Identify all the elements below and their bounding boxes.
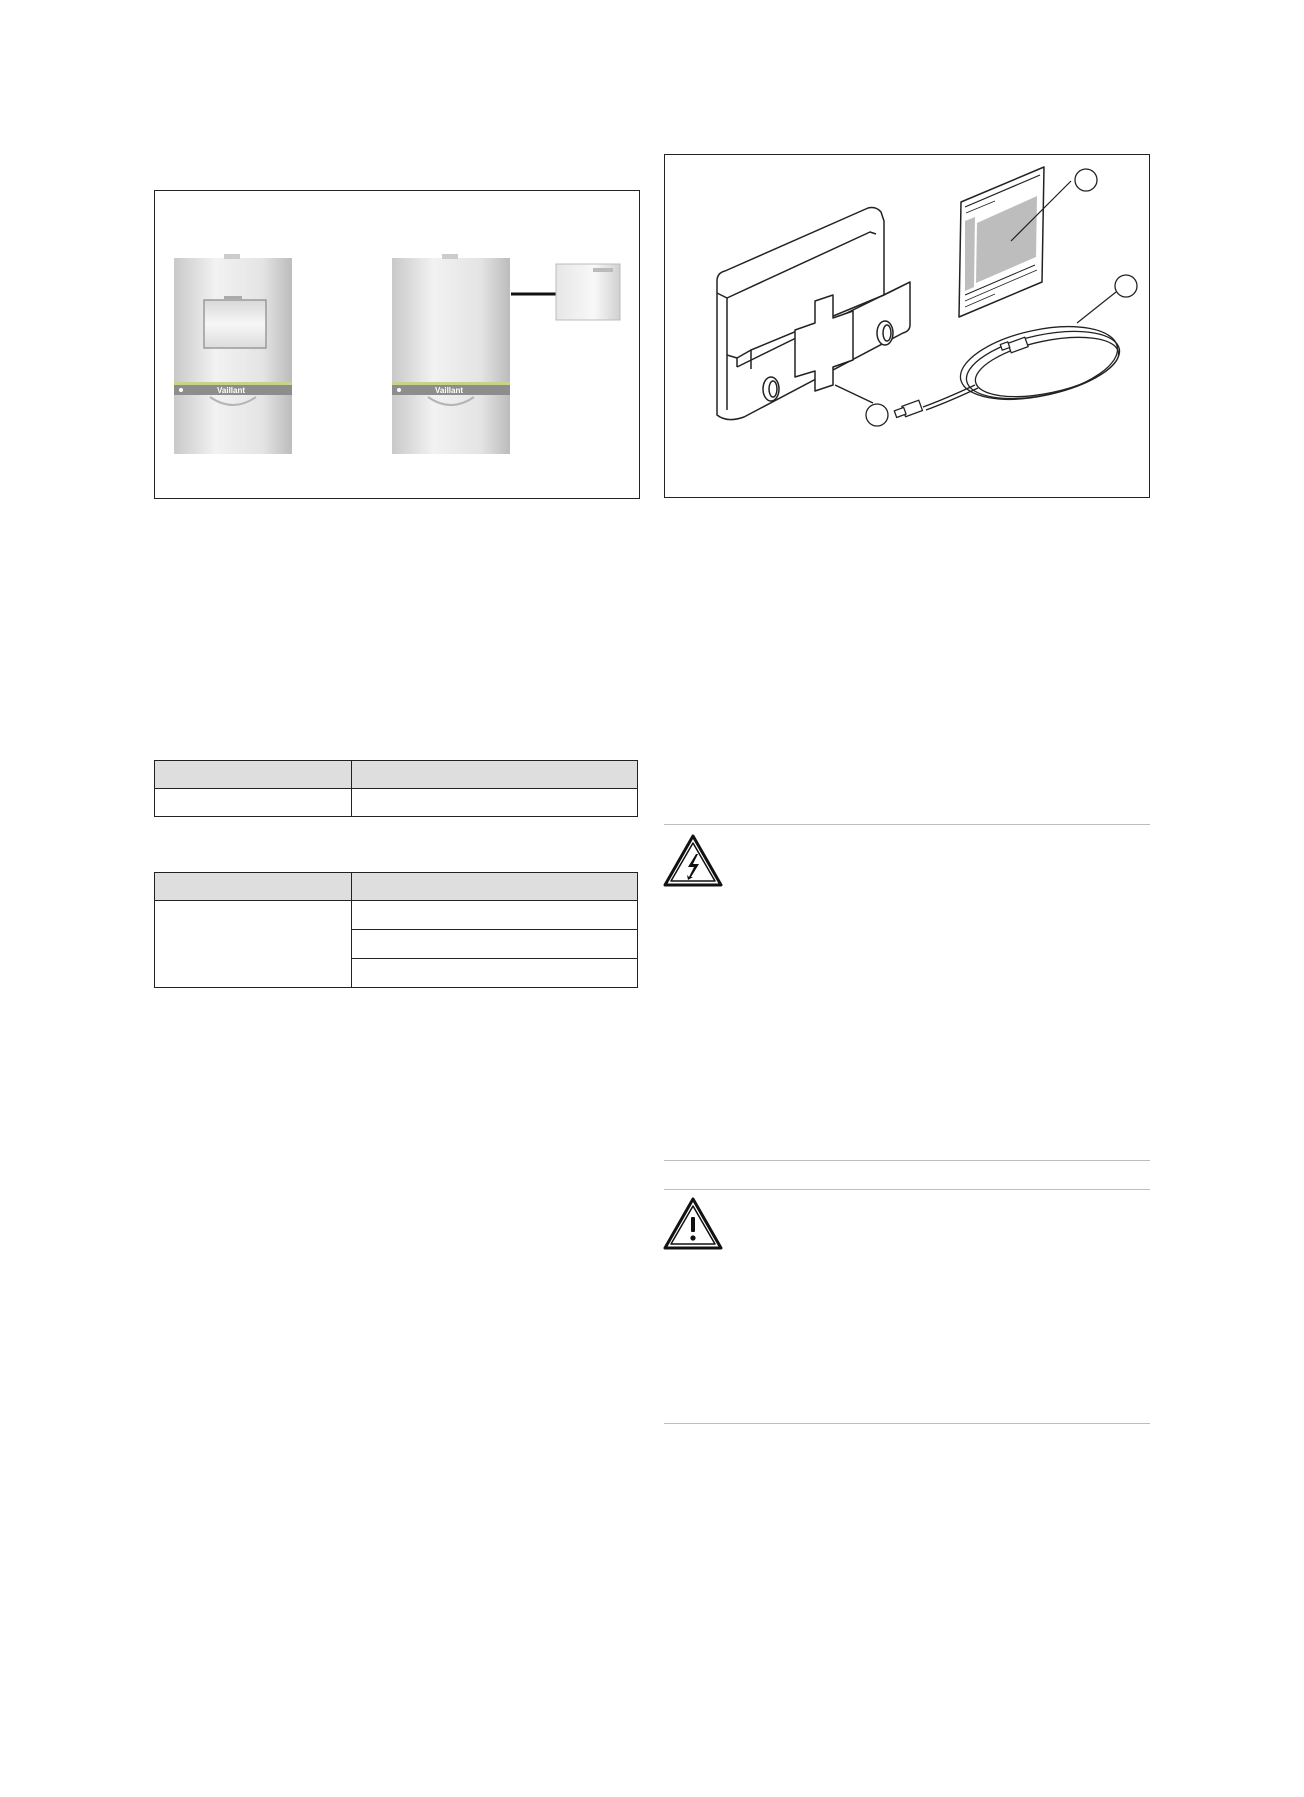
- caution-notice-top-rule: [664, 1189, 1150, 1190]
- table-cell: [352, 959, 638, 988]
- table-row: [155, 789, 638, 817]
- instruction-sheet: [959, 167, 1071, 317]
- table-header-cell: [155, 761, 352, 789]
- delivery-contents-illustration: [665, 155, 1149, 497]
- table-cell: [155, 789, 352, 817]
- delivery-contents-figure: [664, 154, 1150, 498]
- boiler-variants-illustration: [155, 191, 639, 498]
- caution-notice-bottom-rule: [664, 1423, 1150, 1424]
- table-cell: [155, 901, 352, 988]
- table-cell: [352, 901, 638, 930]
- table-1: [154, 760, 638, 817]
- boiler-with-display: [174, 254, 292, 454]
- boiler-variants-figure: [154, 190, 640, 499]
- table-header-cell: [352, 873, 638, 901]
- danger-notice-top-rule: [664, 824, 1150, 825]
- table-cell: [352, 930, 638, 959]
- table-header-row: [155, 761, 638, 789]
- svg-text:Vaillant: Vaillant: [217, 386, 246, 395]
- boiler-with-external-module: [392, 254, 620, 454]
- table-header-cell: [352, 761, 638, 789]
- table-row: [155, 901, 638, 930]
- exclamation-warning-icon: [663, 1197, 723, 1251]
- wall-bracket: [717, 208, 910, 420]
- table-header-row: [155, 873, 638, 901]
- connection-cable: [894, 292, 1125, 417]
- table-2: [154, 872, 638, 988]
- table-header-cell: [155, 873, 352, 901]
- electric-shock-warning-icon: [663, 834, 723, 888]
- table-cell: [352, 789, 638, 817]
- callout-1: [1075, 169, 1097, 191]
- svg-text:Vaillant: Vaillant: [435, 386, 464, 395]
- danger-notice-bottom-rule: [664, 1160, 1150, 1161]
- callout-2: [1115, 275, 1137, 297]
- callout-3: [866, 404, 888, 426]
